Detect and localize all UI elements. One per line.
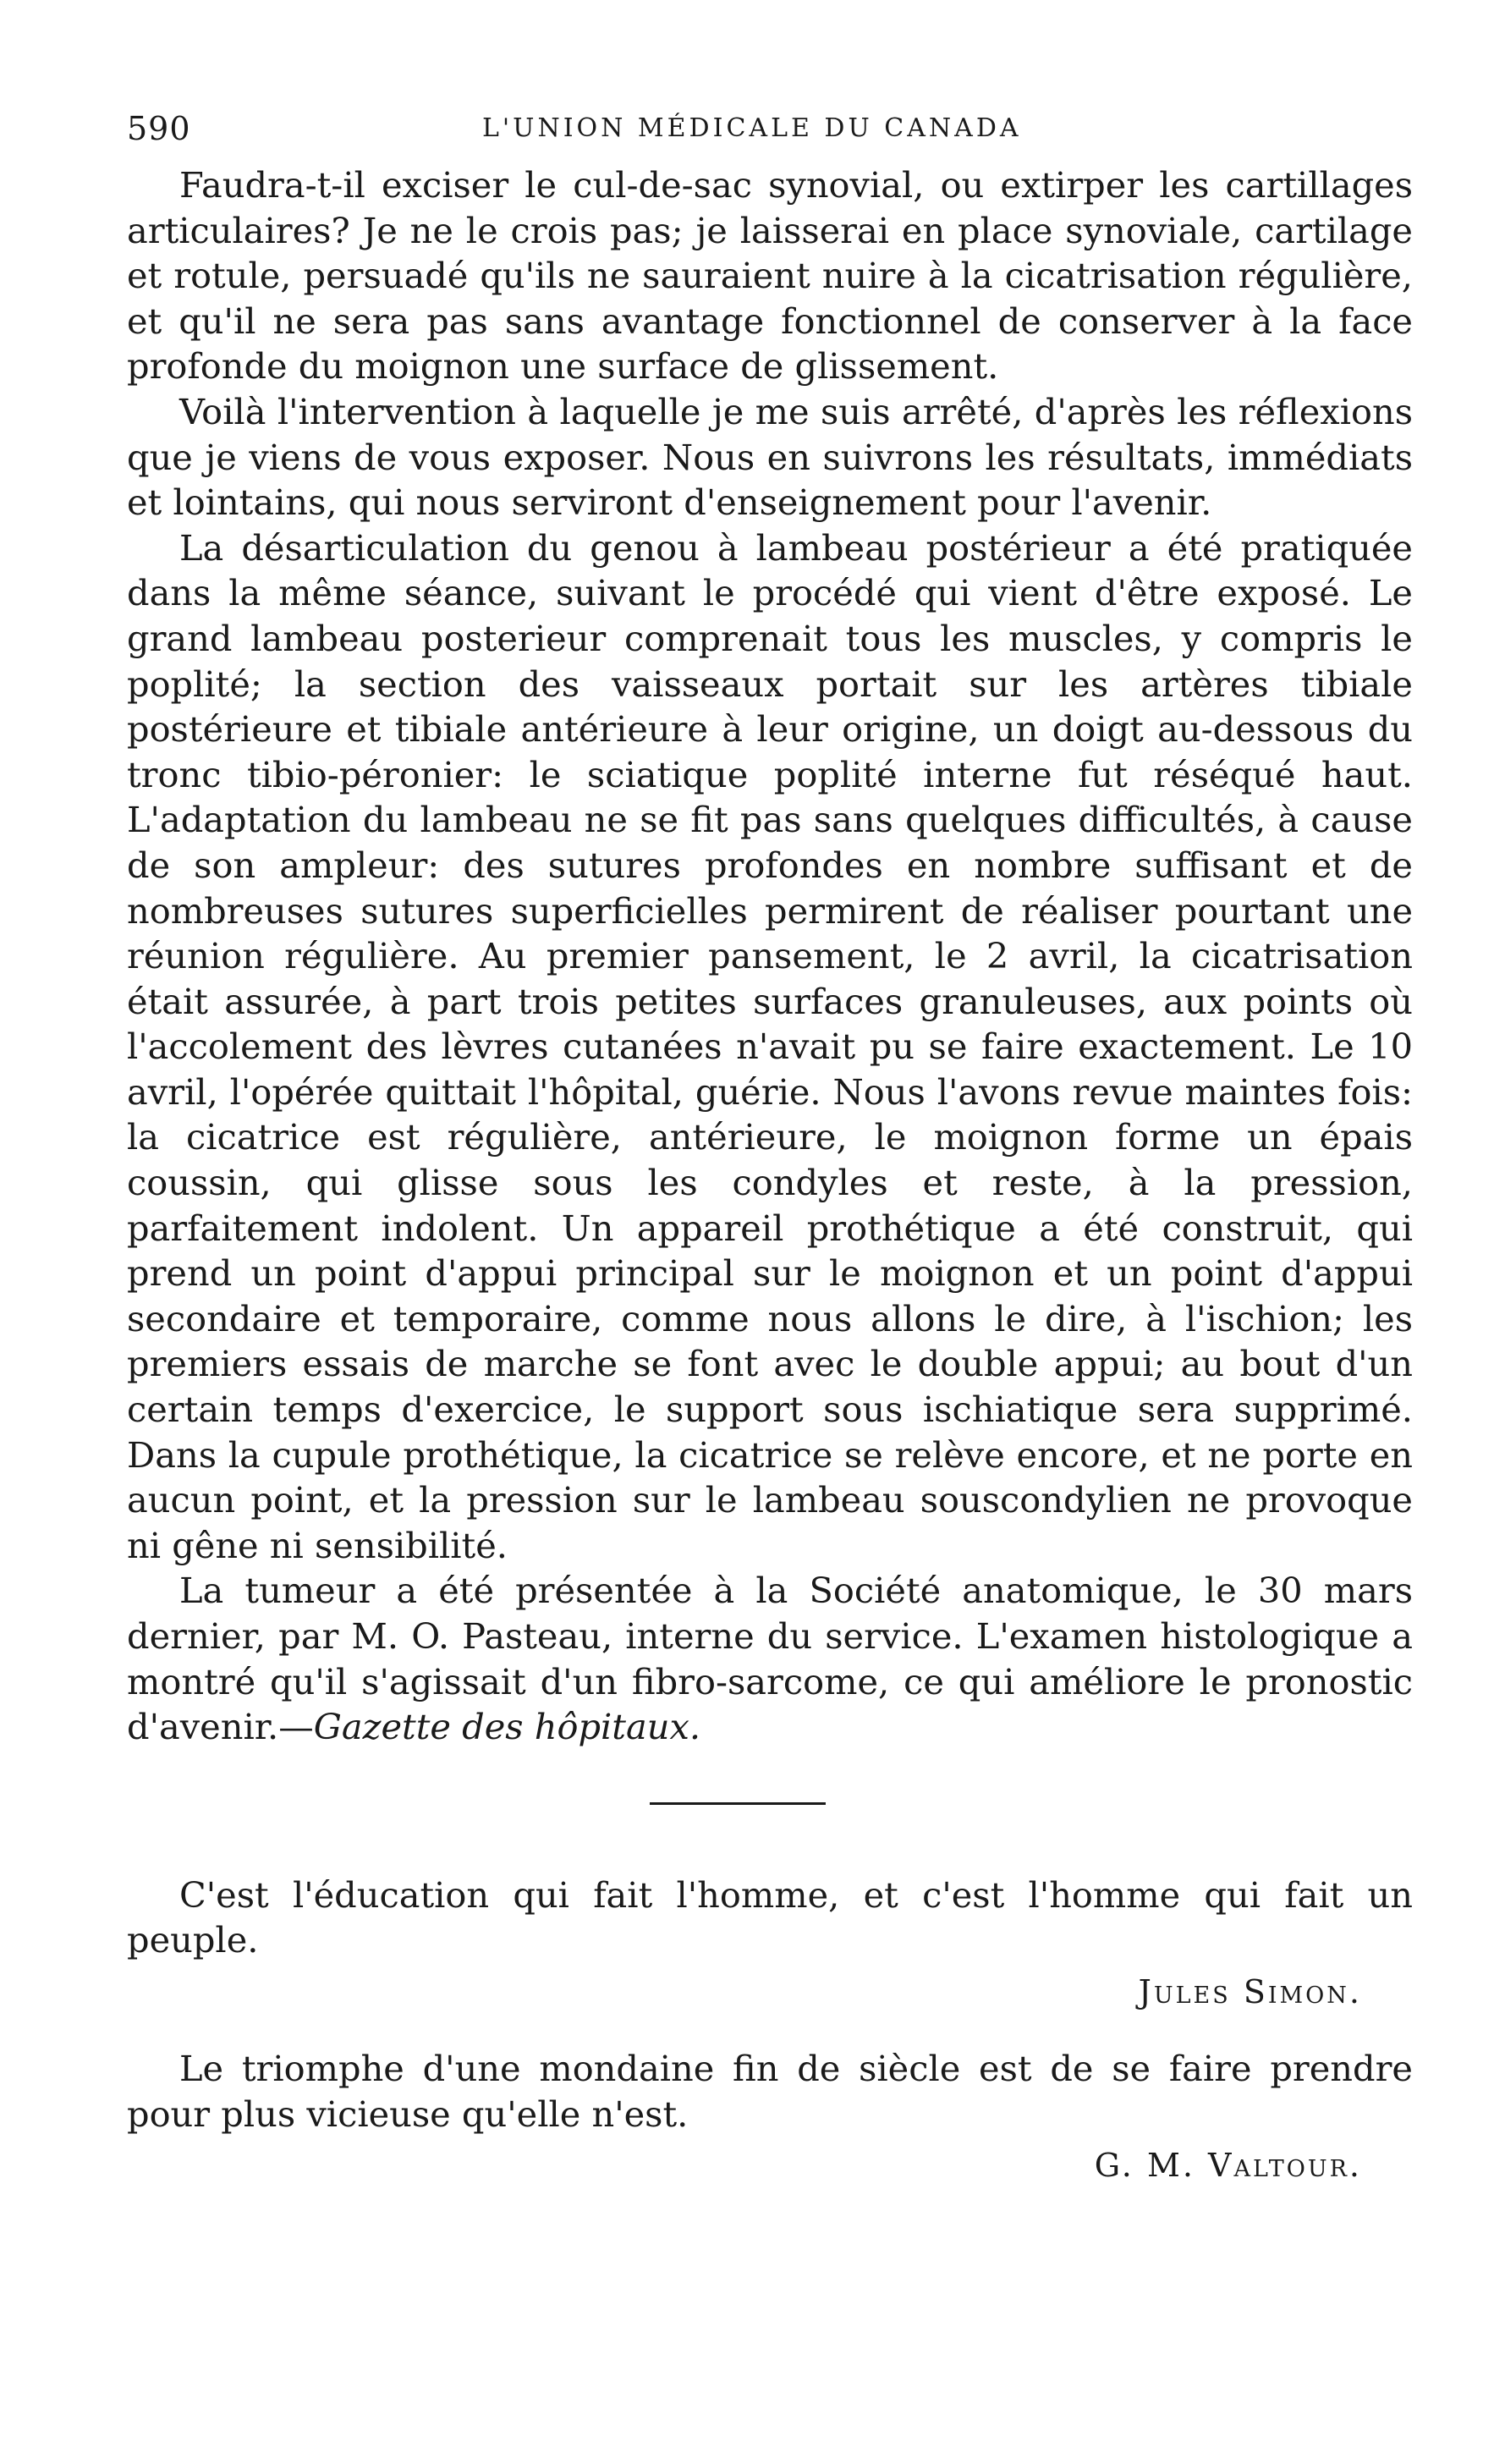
- section-divider: [650, 1802, 826, 1805]
- page-number: 590: [127, 110, 191, 147]
- quote-author: Jules Simon.: [1138, 1972, 1362, 2010]
- source-citation: Gazette des hôpitaux.: [313, 1706, 701, 1748]
- article-paragraph: Voilà l'intervention à laquelle je me suis arrêté, d'après les réflexions que je viens de vous exposer. Nous en suivrons les résultats, immédiats et lointains, qui nous serviront d'enseignement pour l'avenir.: [127, 390, 1413, 524]
- quote-block: [127, 2046, 1413, 2189]
- quote-block: [127, 1873, 1413, 2016]
- page: [127, 102, 1413, 2189]
- quote-text: Le triomphe d'une mondaine fin de siècle est de se faire prendre pour plus vicieuse qu'elle n'est.: [127, 2047, 1413, 2135]
- page-header: [127, 102, 1413, 162]
- quote-text: C'est l'éducation qui fait l'homme, et c'est l'homme qui fait un peuple.: [127, 1873, 1413, 1961]
- article-body: [127, 162, 1413, 1750]
- running-title: L'UNION MÉDICALE DU CANADA: [482, 113, 1022, 143]
- article-paragraph-text: La tumeur a été présentée à la Société anatomique, le 30 mars dernier, par M. O. Pasteau, interne du service. L'examen histologique a montré qu'il s'agissait d'un fibro-sarcome, ce qui améliore le pronostic d'avenir.—: [127, 1570, 1413, 1748]
- article-paragraph: Faudra-t-il exciser le cul-de-sac synovial, ou extirper les cartillages articulaires? Je ne le crois pas; je laisserai en place synoviale, cartilage et rotule, persuadé qu'ils ne sauraient nuire à la cicatrisation régulière, et qu'il ne sera pas sans avantage fonctionnel de conserver à la face profonde du moignon une surface de glissement.: [127, 164, 1413, 388]
- quote-author: G. M. Valtour.: [1094, 2147, 1362, 2185]
- article-paragraph: La désarticulation du genou à lambeau postérieur a été pratiquée dans la même séance, suivant le procédé qui vient d'être exposé. Le grand lambeau posterieur comprenait tous les muscles, y compris le poplité; la section des vaisseaux portait sur les artères tibiale postérieure et tibiale antérieure à leur origine, un doigt au-dessous du tronc tibio-péronier: le sciatique poplité interne fut réséqué haut. L'adaptation du lambeau ne se fit pas sans quelques difficultés, à cause de son ampleur: des sutures profondes en nombre suffisant et de nombreuses sutures superficielles permirent de réaliser pourtant une réunion régulière. Au premier pansement, le 2 avril, la cicatrisation était assurée, à part trois petites surfaces granuleuses, aux points où l'accolement des lèvres cutanées n'avait pu se faire exactement. Le 10 avril, l'opérée quittait l'hôpital, guérie. Nous l'avons revue maintes fois: la cicatrice est régulière, antérieure, le moignon forme un épais coussin, qui glisse sous les condyles et reste, à la pression, parfaitement indolent. Un appareil prothétique a été construit, qui prend un point d'appui principal sur le moignon et un point d'appui secondaire et temporaire, comme nous allons le dire, à l'ischion; les premiers essais de marche se font avec le double appui; au bout d'un certain temps d'exercice, le support sous ischiatique sera supprimé. Dans la cupule prothétique, la cicatrice se relève encore, et ne porte en aucun point, et la pression sur le lambeau souscondylien ne provoque ni gêne ni sensibilité.: [127, 526, 1413, 1566]
- article-paragraph-last: [127, 1568, 1413, 1749]
